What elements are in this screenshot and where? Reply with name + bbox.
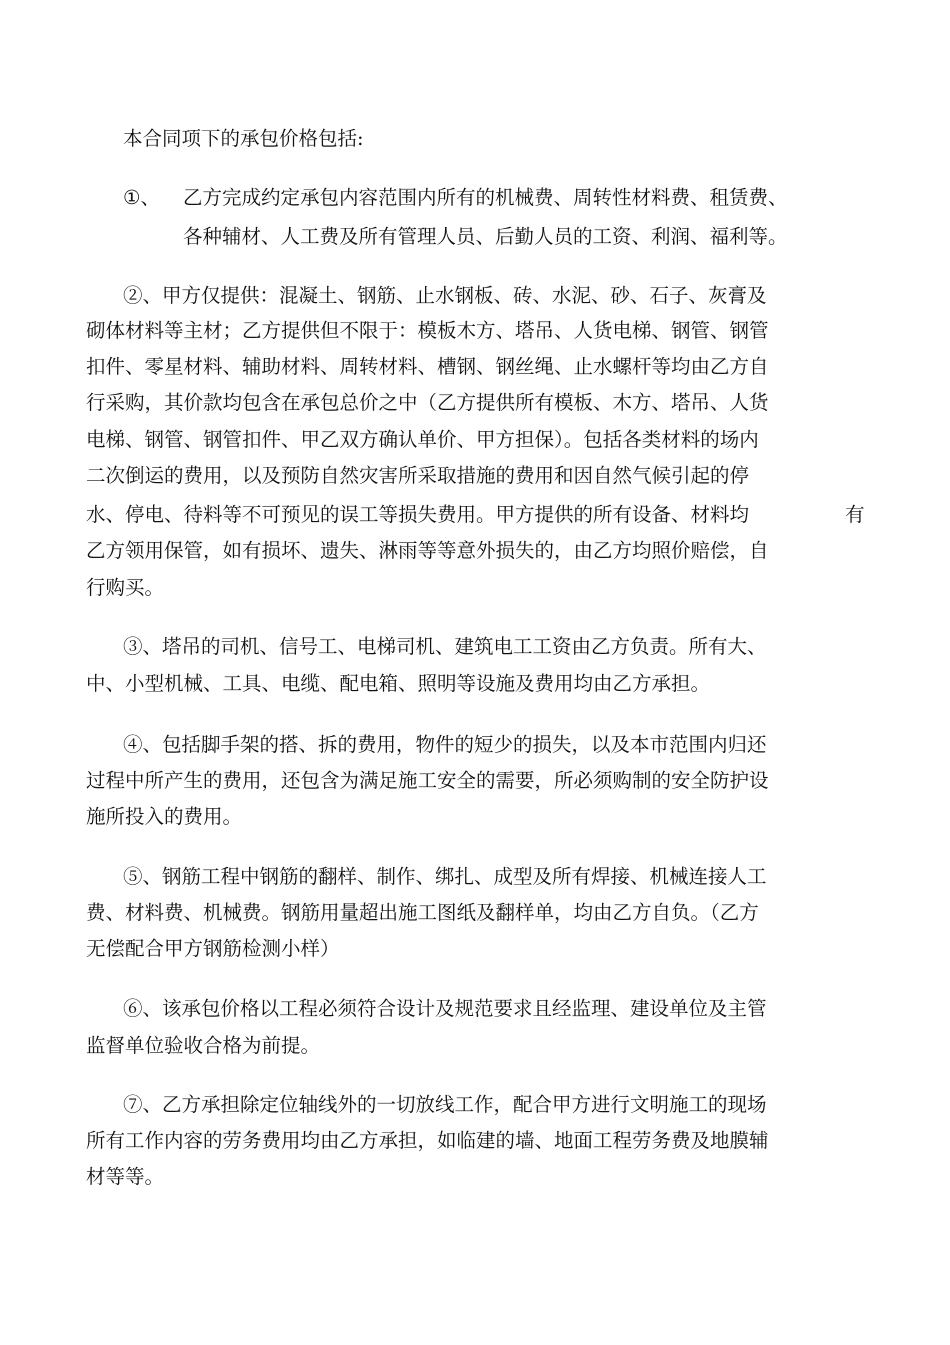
item4-line: ④、包括脚手架的搭、拆的费用，物件的短少的损失，以及本市范围内归还 (123, 733, 767, 756)
intro-text: 本合同项下的承包价格包括: (123, 127, 364, 150)
item3-line: ③、塔吊的司机、信号工、电梯司机、建筑电工工资由乙方负责。所有大、 (123, 635, 767, 658)
item2-line: 水、停电、待料等不可预见的误工等损失费用。甲方提供的所有设备、材料均 (86, 503, 750, 526)
item6-line: 监督单位验收合格为前提。 (86, 1034, 321, 1057)
item1-line: 各种辅材、人工费及所有管理人员、后勤人员的工资、利润、福利等。 (183, 225, 788, 248)
item4-line: 施所投入的费用。 (86, 805, 243, 828)
item5-line: ⑤、钢筋工程中钢筋的翻样、制作、绑扎、成型及所有焊接、机械连接人工 (123, 865, 767, 888)
item7-line: 所有工作内容的劳务费用均由乙方承担，如临建的墙、地面工程劳务费及地膜辅 (86, 1129, 769, 1152)
item2-line: 电梯、钢管、钢管扣件、甲乙双方确认单价、甲方担保）。包括各类材料的场内 (86, 428, 759, 451)
item2-line: 砌体材料等主材；乙方提供但不限于：模板木方、塔吊、人货电梯、钢管、钢管 (86, 319, 769, 342)
item2-line: 扣件、零星材料、辅助材料、周转材料、槽钢、钢丝绳、止水螺杆等均由乙方自 (86, 355, 769, 378)
item2-line: 行采购，其价款均包含在承包总价之中（乙方提供所有模板、木方、塔吊、人货 (86, 391, 769, 414)
item4-line: 过程中所产生的费用，还包含为满足施工安全的需要，所必须购制的安全防护设 (86, 769, 769, 792)
item6-line: ⑥、该承包价格以工程必须符合设计及规范要求且经监理、建设单位及主管 (123, 997, 767, 1020)
item5-line: 费、材料费、机械费。钢筋用量超出施工图纸及翻样单，均由乙方自负。（乙方 (86, 901, 759, 924)
item7-line: ⑦、乙方承担除定位轴线外的一切放线工作，配合甲方进行文明施工的现场 (123, 1093, 767, 1116)
item2-line: 乙方领用保管，如有损坏、遗失、淋雨等等意外损失的，由乙方均照价赔偿，自 (86, 539, 769, 562)
item5-line: 无偿配合甲方钢筋检测小样） (86, 937, 340, 960)
item2-floating-char: 有 (845, 503, 865, 526)
item1-line: 乙方完成约定承包内容范围内所有的机械费、周转性材料费、租赁费、 (183, 186, 788, 209)
item2-line: ②、甲方仅提供：混凝土、钢筋、止水钢板、砖、水泥、砂、石子、灰膏及 (123, 284, 767, 307)
item2-line: 二次倒运的费用，以及预防自然灾害所采取措施的费用和因自然气候引起的停 (86, 464, 750, 487)
item1-number: ①、 (123, 186, 160, 209)
item2-line: 行购买。 (86, 576, 165, 599)
item3-line: 中、小型机械、工具、电缆、配电箱、照明等设施及费用均由乙方承担。 (86, 672, 711, 695)
item7-line: 材等等。 (86, 1165, 165, 1188)
